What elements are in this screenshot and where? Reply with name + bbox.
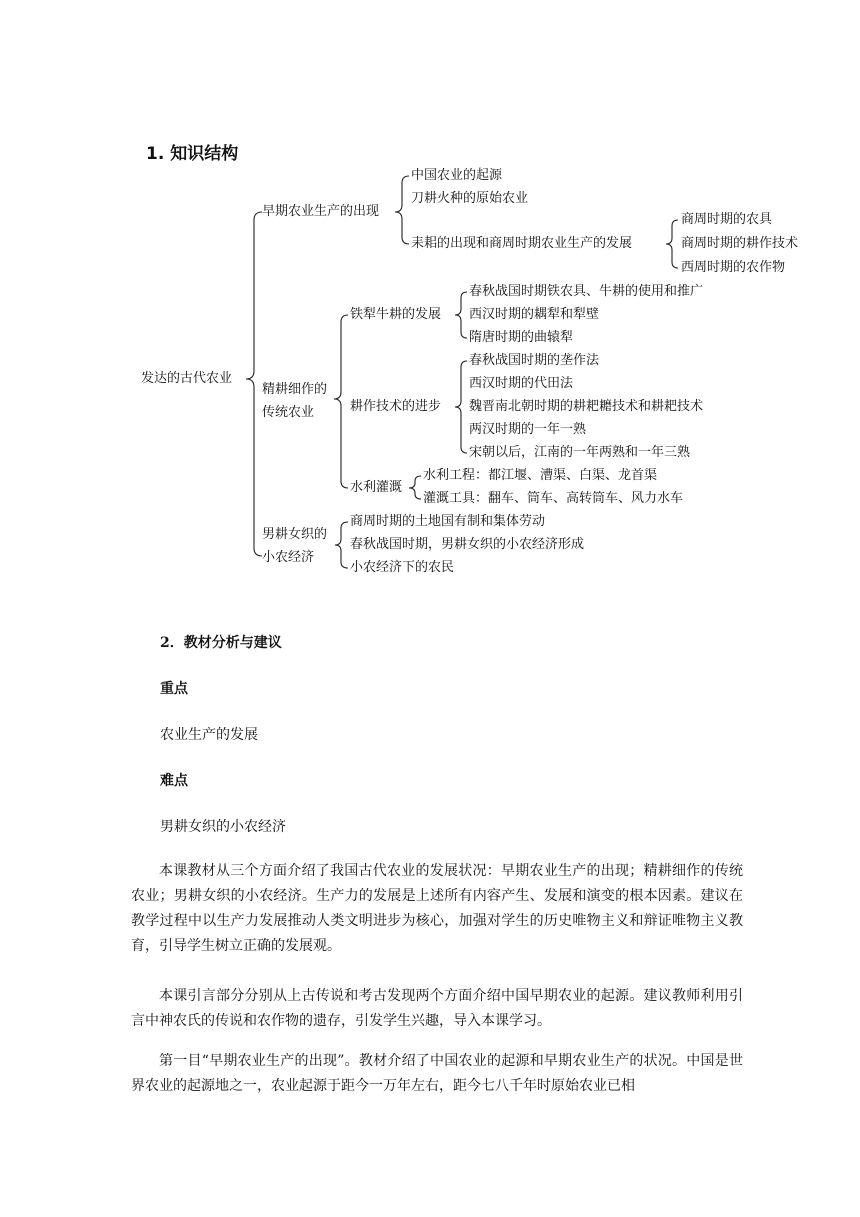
paragraph-1: 本课教材从三个方面介绍了我国古代农业的发展状况：早期农业生产的出现；精耕细作的传统农业；男耕女织的小农经济。生产力的发展是上述所有内容产生、发展和演变的根本因素。建议在教学过程中以生产力发展推动人类文明进步为核心，加强对学生的历史唯物主义和辩证唯物主义教育，引导学生树立正确的发展观。 xyxy=(131,863,743,954)
s3-item-2: 灌溉工具：翻车、筒车、高转筒车、风力水车 xyxy=(423,491,684,506)
s1-item-3: 隋唐时期的曲辕犁 xyxy=(469,330,574,345)
s1-item-1: 春秋战国时期铁农具、牛耕的使用和推广 xyxy=(469,284,704,299)
section-heading-knowledge-structure: 1. 知识结构 xyxy=(146,144,239,164)
s2-item-1: 春秋战国时期的垄作法 xyxy=(469,353,600,368)
s2-item-4: 两汉时期的一年一熟 xyxy=(469,422,587,437)
branch1-label: 早期农业生产的出现 xyxy=(262,204,380,219)
b1-item-leisi: 耒耜的出现和商周时期农业生产的发展 xyxy=(411,236,633,251)
s2-label: 耕作技术的进步 xyxy=(350,399,442,414)
difficulty-text: 男耕女织的小农经济 xyxy=(160,819,286,835)
b3-item-3: 小农经济下的农民 xyxy=(350,560,455,575)
paragraph-2: 本课引言部分分别从上古传说和考古发现两个方面介绍中国早期农业的起源。建议教师利用引言中神农氏的传说和农作物的遗存，引发学生兴趣，导入本课学习。 xyxy=(131,988,743,1029)
paragraph-3: 第一目“早期农业生产的出现”。教材介绍了中国农业的起源和早期农业生产的状况。中国是世界农业的起源地之一，农业起源于距今一万年左右，距今七八千年时原始农业已相 xyxy=(131,1053,743,1094)
key-point-text: 农业生产的发展 xyxy=(160,727,258,743)
s2-item-2: 西汉时期的代田法 xyxy=(469,376,574,391)
s2-item-5: 宋朝以后，江南的一年两熟和一年三熟 xyxy=(469,445,691,460)
s1-brace xyxy=(455,292,467,338)
b3-item-2: 春秋战国时期，男耕女织的小农经济形成 xyxy=(350,537,585,552)
s1-label: 铁犁牛耕的发展 xyxy=(350,307,442,322)
s2-item-3: 魏晋南北朝时期的耕耙耱技术和耕耙技术 xyxy=(469,399,704,414)
b1-item-slash-and-burn: 刀耕火种的原始农业 xyxy=(411,191,529,206)
branch3-label-line2: 小农经济 xyxy=(262,550,315,565)
s3-item-1: 水利工程：都江堰、漕渠、白渠、龙首渠 xyxy=(423,468,658,483)
c3-item-1: 商周时期的农具 xyxy=(681,212,773,227)
branch1-brace xyxy=(395,176,409,244)
structure-root-label: 发达的古代农业 xyxy=(141,371,233,386)
b3-item-1: 商周时期的土地国有制和集体劳动 xyxy=(350,514,546,529)
branch2-brace xyxy=(334,315,348,488)
branch2-label-line1: 精耕细作的 xyxy=(262,382,328,397)
c3-brace xyxy=(666,220,678,268)
branch3-brace xyxy=(335,522,348,568)
difficulty-label: 难点 xyxy=(160,773,188,789)
s1-item-2: 西汉时期的耦犁和犁壁 xyxy=(469,307,600,322)
b1-item-origin: 中国农业的起源 xyxy=(411,168,503,183)
s3-brace xyxy=(409,476,421,499)
c3-item-2: 商周时期的耕作技术 xyxy=(681,236,799,251)
s3-label: 水利灌溉 xyxy=(350,480,403,495)
branch2-label-line2: 传统农业 xyxy=(262,405,315,420)
s2-brace xyxy=(455,361,467,453)
root-brace xyxy=(246,212,262,556)
key-point-label: 重点 xyxy=(160,681,188,697)
c3-item-3: 西周时期的农作物 xyxy=(681,260,786,275)
section2-title: 2．教材分析与建议 xyxy=(160,635,282,651)
branch3-label-line1: 男耕女织的 xyxy=(262,527,328,542)
